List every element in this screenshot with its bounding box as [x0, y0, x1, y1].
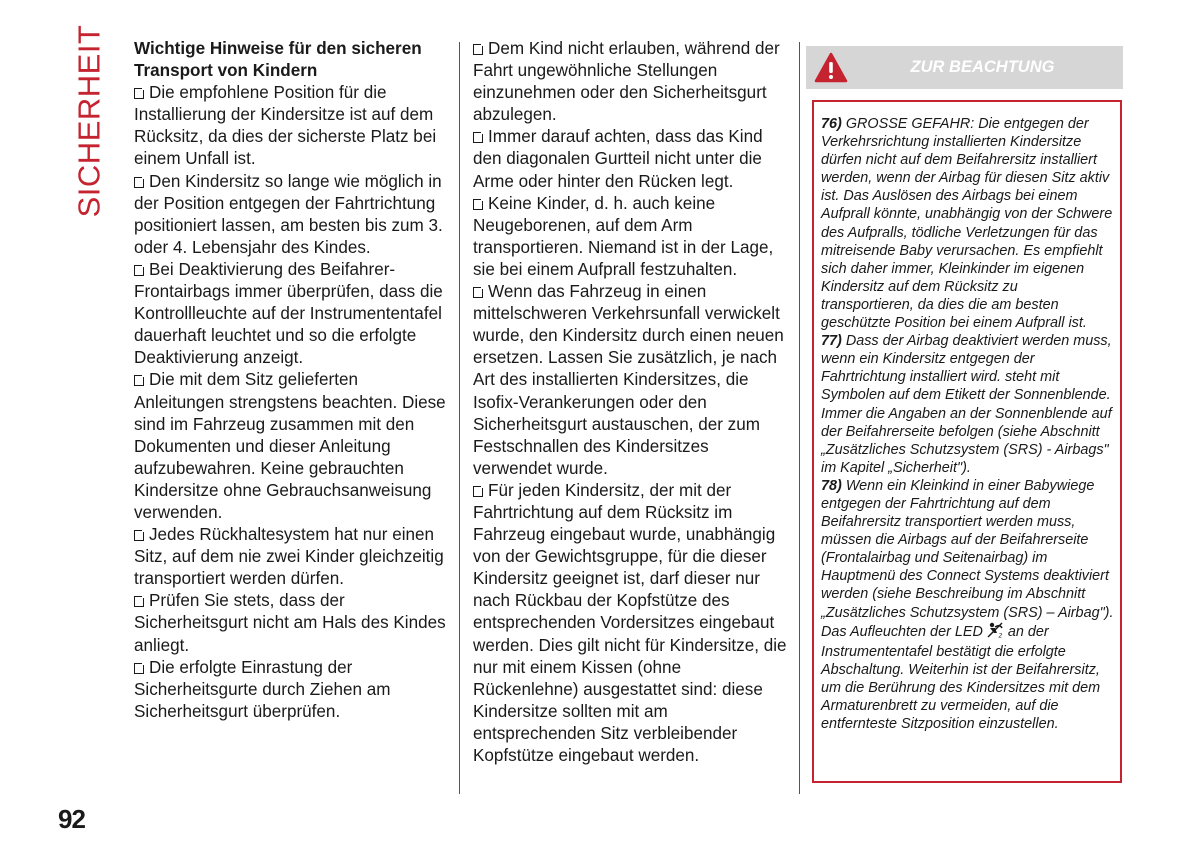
page-number: 92 [58, 804, 85, 834]
checkbox-bullet-icon [473, 132, 483, 143]
list-item: Prüfen Sie stets, dass der Sicherheitsgurt nicht am Hals des Kindes anliegt. [134, 591, 446, 655]
list-item: Dem Kind nicht erlauben, während der Fahrt ungewöhnliche Stellungen einzunehmen oder den Sicherheitsgurt abzulegen. [473, 39, 780, 125]
checkbox-bullet-icon [473, 44, 483, 55]
list-item: Die mit dem Sitz gelieferten Anleitungen strengstens beachten. Diese sind im Fahrzeug zusammen mit den Dokumenten und dieser Anleitung aufzubewahren. Keine gebrauchten Kindersitze ohne Gebrauchsanweisung verwenden. [134, 370, 446, 522]
checkbox-bullet-icon [134, 663, 144, 674]
warning-header [806, 46, 1123, 89]
list-item: Die erfolgte Einrastung der Sicherheitsgurte durch Ziehen am Sicherheitsgurt überprüfen. [134, 657, 391, 721]
warning-note: 76) GROSSE GEFAHR: Die entgegen der Verkehrsrichtung installierten Kindersitze dürfen nicht auf dem Beifahrersitz installiert werden, wenn der Airbag für diesen Sitz aktiv ist. Das Auslösen des Airbags bei einem Aufprall könnte, unabhängig von der Schwere des Aufpralls, tödliche Verletzungen für das mitreisende Baby verursachen. Es empfiehlt sich daher immer, Kleinkinder im eigenen Kindersitz auf dem Rücksitz zu transportieren, da dies die am besten geschützte Position bei einem Aufprall ist. [821, 116, 1113, 332]
checkbox-bullet-icon [473, 486, 483, 497]
text-column-left [134, 38, 449, 723]
section-label [71, 24, 106, 218]
note-number: 76) [821, 116, 842, 132]
airbag-off-led-icon [987, 622, 1004, 643]
text-column-middle [473, 38, 788, 767]
checkbox-bullet-icon [134, 265, 144, 276]
list-item: Den Kindersitz so lange wie möglich in der Position entgegen der Fahrtrichtung positioniert lassen, am besten bis zum 3. oder 4. Lebensjahr des Kindes. [134, 171, 443, 257]
list-item: Keine Kinder, d. h. auch keine Neugeborenen, auf dem Arm transportieren. Niemand ist in der Lage, sie bei einem Aufprall festzuhalten. [473, 193, 774, 279]
note-number: 78) [821, 477, 842, 494]
checkbox-bullet-icon [134, 88, 144, 99]
checkbox-bullet-icon [134, 596, 144, 607]
list-item: Jedes Rückhaltesystem hat nur einen Sitz, auf dem nie zwei Kinder gleichzeitig transportiert werden dürfen. [134, 525, 444, 589]
note-number: 77) [821, 333, 842, 350]
column-divider-2 [799, 42, 800, 794]
warning-title: ZUR BEACHTUNG [910, 58, 1055, 76]
section-heading: Wichtige Hinweise für den sicheren Transport von Kindern [134, 39, 422, 81]
checkbox-bullet-icon [473, 199, 483, 210]
list-item: Bei Deaktivierung des Beifahrer-Frontairbags immer überprüfen, dass die Kontrollleuchte auf der Instrumententafel dauerhaft leuchtet und so die erfolgte Deaktivierung anzeigt. [134, 259, 443, 368]
list-item: Die empfohlene Position für die Installierung der Kindersitze ist auf dem Rücksitz, da dies der sicherste Platz bei einem Unfall ist. [134, 83, 437, 169]
warning-note: 77) Dass der Airbag deaktiviert werden muss, wenn ein Kindersitz entgegen der Fahrtrichtung installiert wird. steht mit Symbolen auf dem Etikett der Sonnenblende. Immer die Angaben an der Sonnenblende auf der Beifahrerseite befolgen (siehe Abschnitt „Zusätzliches Schutzsystem (SRS) - Airbags" im Kapitel „Sicherheit"). [821, 333, 1112, 476]
svg-text:2: 2 [998, 632, 1003, 638]
warning-note: 78) Wenn ein Kleinkind in einer Babywiege entgegen der Fahrtrichtung auf dem Beifahrersitz transportiert werden muss, müssen die Airbags auf der Beifahrerseite (Frontalairbag und Seitenairbag) im Hauptmenü des Connect Systems deaktiviert werden (siehe Beschreibung im Abschnitt „Zusätzliches Schutzsystem (SRS) – Airbag"). Das Aufleuchten der LED 2 an der Instrumententafel bestätigt die erfolgte Abschaltung. Weiterhin ist der Beifahrersitz, um die Berührung des Kindersitzes mit dem Armaturenbrett zu vermeiden, auf die entfernteste Sitzposition einzustellen. [821, 477, 1114, 733]
checkbox-bullet-icon [473, 287, 483, 298]
list-item: Wenn das Fahrzeug in einen mittelschweren Verkehrsunfall verwickelt wurde, den Kindersitz durch einen neuen ersetzen. Lassen Sie zusätzlich, je nach Art des installierten Kindersitzes, die Isofix-Verankerungen oder den Sicherheitsgurt austauschen, der zum Festschnallen des Kindersitzes verwendet wurde. [473, 282, 784, 478]
warning-triangle-icon [806, 46, 856, 89]
list-item: Für jeden Kindersitz, der mit der Fahrtrichtung auf dem Rücksitz im Fahrzeug eingebaut wurde, unabhängig von der Gewichtsgruppe, für die dieser Kindersitz geeignet ist, darf dieser nur nach Rückbau der Kopfstütze des entsprechenden Vordersitzes eingebaut werden. Dies gilt nicht für Kindersitze, die nur mit einem Kissen (ohne Rückenlehne) ausgestattet sind: diese Kindersitze sollten mit am entsprechenden Sitz verbleibender Kopfstütze eingebaut werden. [473, 480, 787, 765]
checkbox-bullet-icon [134, 375, 144, 386]
list-item: Immer darauf achten, dass das Kind den diagonalen Gurtteil nicht unter die Arme oder hinter den Rücken legt. [473, 127, 763, 191]
column-divider-1 [459, 42, 460, 794]
checkbox-bullet-icon [134, 177, 144, 188]
checkbox-bullet-icon [134, 530, 144, 541]
warning-notes-box [812, 100, 1122, 783]
section-label-text: SICHERHEIT [71, 24, 106, 218]
